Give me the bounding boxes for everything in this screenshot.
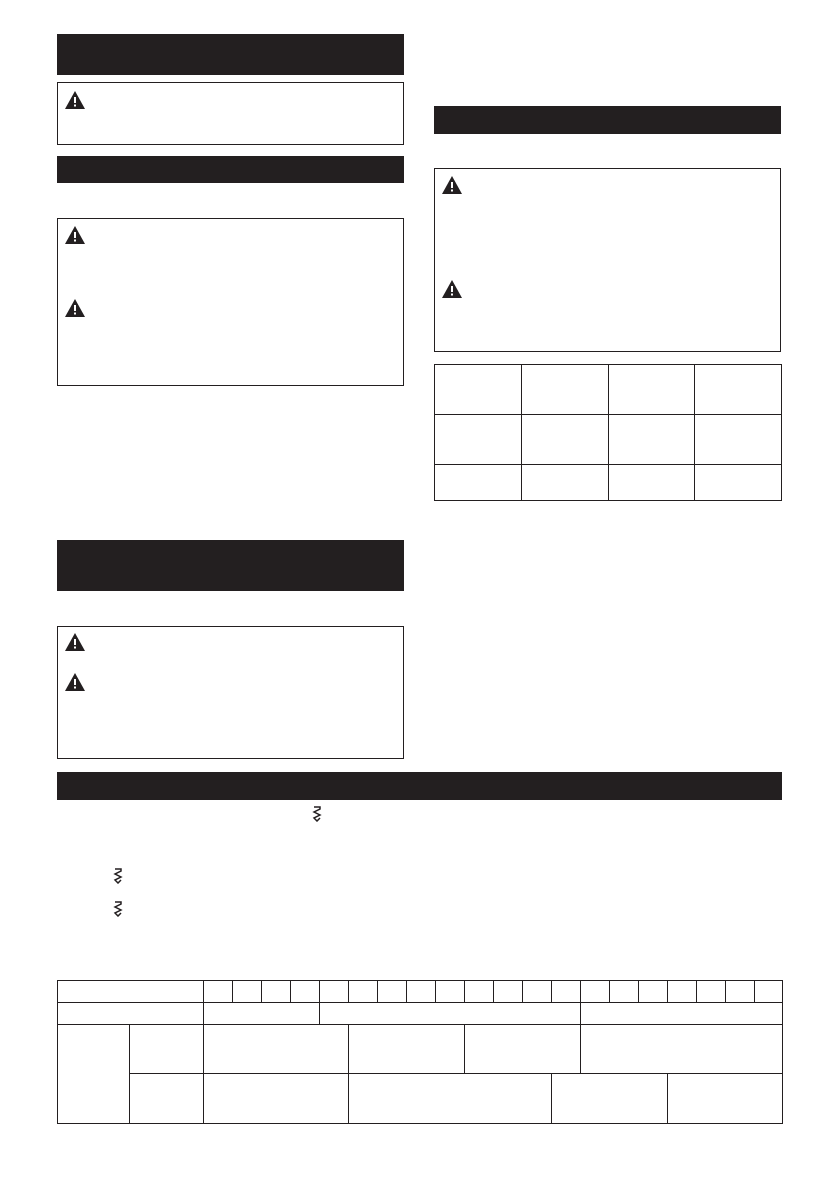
- warning-triangle-icon: [65, 226, 85, 244]
- warning-triangle-icon: [442, 176, 462, 194]
- table-cell: [435, 365, 522, 415]
- table-row: [435, 465, 782, 501]
- warning-box-2: [57, 218, 404, 386]
- warning-box-3: [57, 626, 404, 759]
- table-row: [435, 365, 782, 415]
- warning-box-4: [434, 168, 781, 352]
- warning-triangle-icon: [65, 299, 85, 317]
- table-cell: [695, 465, 782, 501]
- table-cell: [521, 415, 608, 465]
- section-heading-bar-1: [57, 34, 404, 75]
- section-heading-bar-2: [57, 156, 404, 183]
- table-cell: [608, 365, 695, 415]
- drill-bit-icon: [113, 901, 123, 917]
- warning-box-1: [57, 82, 404, 145]
- bottom-spec-table: [57, 980, 783, 1125]
- table-cell: [435, 465, 522, 501]
- table-row: [435, 415, 782, 465]
- drill-bit-icon: [113, 868, 123, 884]
- table-cell: [521, 365, 608, 415]
- drill-bit-icon: [312, 806, 322, 822]
- warning-triangle-icon: [65, 633, 85, 651]
- table-cell: [695, 415, 782, 465]
- table-cell: [608, 415, 695, 465]
- section-heading-bar-5: [57, 772, 782, 800]
- table-cell: [608, 465, 695, 501]
- right-column-table: [434, 364, 782, 501]
- section-heading-bar-4: [434, 106, 781, 134]
- warning-triangle-icon: [442, 280, 462, 298]
- table-cell: [435, 415, 522, 465]
- table-cell: [521, 465, 608, 501]
- warning-triangle-icon: [65, 673, 85, 691]
- warning-triangle-icon: [65, 91, 85, 109]
- table-cell: [695, 365, 782, 415]
- section-heading-bar-3: [57, 540, 404, 591]
